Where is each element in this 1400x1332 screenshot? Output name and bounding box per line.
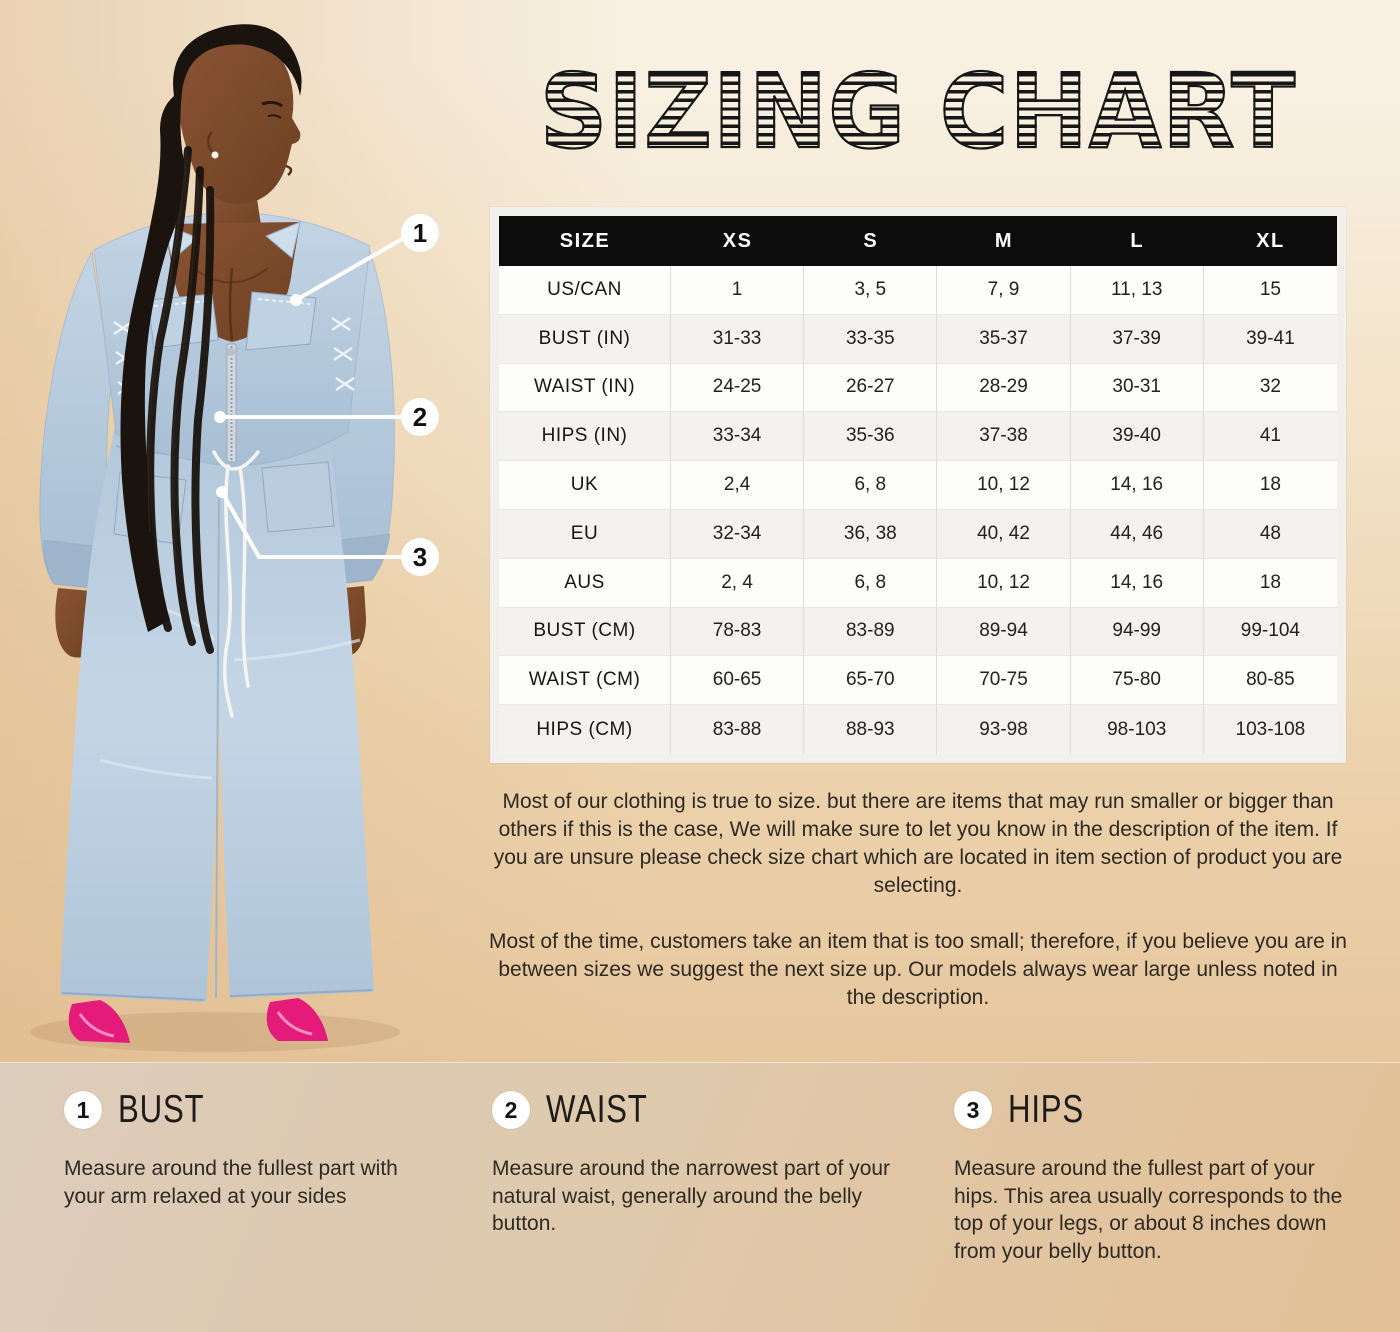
table-cell: 30-31 xyxy=(1071,364,1204,413)
photo-marker-1 xyxy=(401,214,439,252)
photo-marker-1-number: 1 xyxy=(412,218,428,248)
table-cell: 14, 16 xyxy=(1071,461,1204,510)
table-cell: 7, 9 xyxy=(937,266,1070,315)
table-cell: 32 xyxy=(1204,364,1337,413)
table-cell: 93-98 xyxy=(937,705,1070,754)
table-cell: 26-27 xyxy=(804,364,937,413)
guide-bust-title: BUST xyxy=(118,1088,205,1131)
face xyxy=(176,38,300,204)
table-cell: 24-25 xyxy=(671,364,804,413)
header-cell-size: SIZE xyxy=(559,229,611,252)
table-cell: 75-80 xyxy=(1071,656,1204,705)
note-paragraph-1: Most of our clothing is true to size. but there are items that may run smaller or bigger than others if this is the case, We will make sure to let you know in the description of the item. If you are unsure please check size chart which are located in item section of product you are selecting. xyxy=(493,790,1343,898)
jeans-pocket-flap-right xyxy=(262,462,334,532)
model-head xyxy=(176,38,300,204)
table-cell: 88-93 xyxy=(804,705,937,754)
row-label: UK xyxy=(499,461,671,510)
table-cell: 37-39 xyxy=(1071,315,1204,364)
table-cell: 1 xyxy=(671,266,804,315)
table-cell: 14, 16 xyxy=(1071,559,1204,608)
header-cell-xl: XL xyxy=(1256,229,1285,252)
row-label: HIPS (CM) xyxy=(499,705,671,754)
row-label: WAIST (IN) xyxy=(499,364,671,413)
table-cell: 6, 8 xyxy=(804,461,937,510)
guide-waist-title: WAIST xyxy=(546,1088,648,1131)
table-cell: 31-33 xyxy=(671,315,804,364)
table-cell: 35-37 xyxy=(937,315,1070,364)
table-cell: 65-70 xyxy=(804,656,937,705)
guide-bust xyxy=(64,1090,444,1210)
table-cell: 32-34 xyxy=(671,510,804,559)
table-cell: 44, 46 xyxy=(1071,510,1204,559)
header-cell-s: S xyxy=(863,229,879,252)
table-cell: 2,4 xyxy=(671,461,804,510)
table-cell: 83-88 xyxy=(671,705,804,754)
table-row xyxy=(499,412,1337,461)
header-cell-m: M xyxy=(994,229,1014,252)
table-row xyxy=(499,608,1337,657)
table-row xyxy=(499,315,1337,364)
table-cell: 48 xyxy=(1204,510,1337,559)
size-table-header xyxy=(499,216,1337,266)
table-cell: 18 xyxy=(1204,461,1337,510)
table-row xyxy=(499,364,1337,413)
header-cell-l: L xyxy=(1130,229,1145,252)
table-cell: 36, 38 xyxy=(804,510,937,559)
measurement-guide xyxy=(0,1062,1400,1332)
right-column xyxy=(488,0,1348,1062)
table-cell: 37-38 xyxy=(937,412,1070,461)
table-row xyxy=(499,266,1337,315)
wide-leg-jeans xyxy=(60,426,374,1002)
table-cell: 6, 8 xyxy=(804,559,937,608)
guide-hips xyxy=(954,1090,1352,1266)
table-cell: 78-83 xyxy=(671,608,804,657)
table-cell: 98-103 xyxy=(1071,705,1204,754)
guide-bust-description: Measure around the fullest part with your arm relaxed at your sides xyxy=(64,1157,398,1208)
guide-bust-header xyxy=(64,1090,444,1130)
sizing-notes xyxy=(488,788,1348,1039)
note-paragraph-2: Most of the time, customers take an item that is too small; therefore, if you believe you are in between sizes we suggest the next size up. Our models always wear large unless noted in the description. xyxy=(489,929,1347,1009)
guide-waist-header xyxy=(492,1090,902,1130)
row-label: WAIST (CM) xyxy=(499,656,671,705)
table-row xyxy=(499,656,1337,705)
table-cell: 99-104 xyxy=(1204,608,1337,657)
guide-waist xyxy=(492,1090,902,1238)
table-cell: 33-34 xyxy=(671,412,804,461)
size-table xyxy=(490,207,1346,763)
row-label: US/CAN xyxy=(499,266,671,315)
guide-hips-number-badge: 3 xyxy=(954,1091,992,1129)
photo-marker-2 xyxy=(401,398,439,436)
model-photo xyxy=(0,0,480,1062)
table-row xyxy=(499,510,1337,559)
table-cell: 28-29 xyxy=(937,364,1070,413)
table-cell: 40, 42 xyxy=(937,510,1070,559)
model-illustration xyxy=(0,0,480,1062)
table-cell: 80-85 xyxy=(1204,656,1337,705)
row-label: HIPS (IN) xyxy=(499,412,671,461)
photo-marker-3-number: 3 xyxy=(412,542,428,572)
row-label: BUST (CM) xyxy=(499,608,671,657)
table-cell: 10, 12 xyxy=(937,559,1070,608)
table-cell: 60-65 xyxy=(671,656,804,705)
earring xyxy=(212,152,219,159)
table-cell: 83-89 xyxy=(804,608,937,657)
header-cell-xs: XS xyxy=(722,229,753,252)
table-cell: 18 xyxy=(1204,559,1337,608)
guide-hips-header xyxy=(954,1090,1352,1130)
table-row xyxy=(499,559,1337,608)
guide-bust-number-badge: 1 xyxy=(64,1091,102,1129)
row-label: EU xyxy=(499,510,671,559)
guide-hips-title: HIPS xyxy=(1008,1088,1085,1131)
row-label: AUS xyxy=(499,559,671,608)
guide-hips-description: Measure around the fullest part of your hips. This area usually corresponds to the top of your legs, or about 8 inches down from your belly button. xyxy=(954,1157,1343,1264)
table-cell: 39-41 xyxy=(1204,315,1337,364)
table-row xyxy=(499,705,1337,754)
table-cell: 94-99 xyxy=(1071,608,1204,657)
table-cell: 70-75 xyxy=(937,656,1070,705)
row-label: BUST (IN) xyxy=(499,315,671,364)
table-cell: 41 xyxy=(1204,412,1337,461)
table-cell: 39-40 xyxy=(1071,412,1204,461)
table-cell: 33-35 xyxy=(804,315,937,364)
photo-marker-3 xyxy=(401,538,439,576)
table-cell: 103-108 xyxy=(1235,718,1306,740)
table-cell: 35-36 xyxy=(804,412,937,461)
table-cell: 2, 4 xyxy=(671,559,804,608)
table-row xyxy=(499,461,1337,510)
page-title: SIZING CHART xyxy=(471,56,1365,169)
photo-marker-2-number: 2 xyxy=(412,402,428,432)
table-cell: 3, 5 xyxy=(804,266,937,315)
table-cell: 11, 13 xyxy=(1071,266,1204,315)
guide-waist-number-badge: 2 xyxy=(492,1091,530,1129)
table-cell: 10, 12 xyxy=(937,461,1070,510)
table-cell: 89-94 xyxy=(937,608,1070,657)
table-cell: 15 xyxy=(1204,266,1337,315)
guide-waist-description: Measure around the narrowest part of your natural waist, generally around the belly button. xyxy=(492,1157,891,1236)
